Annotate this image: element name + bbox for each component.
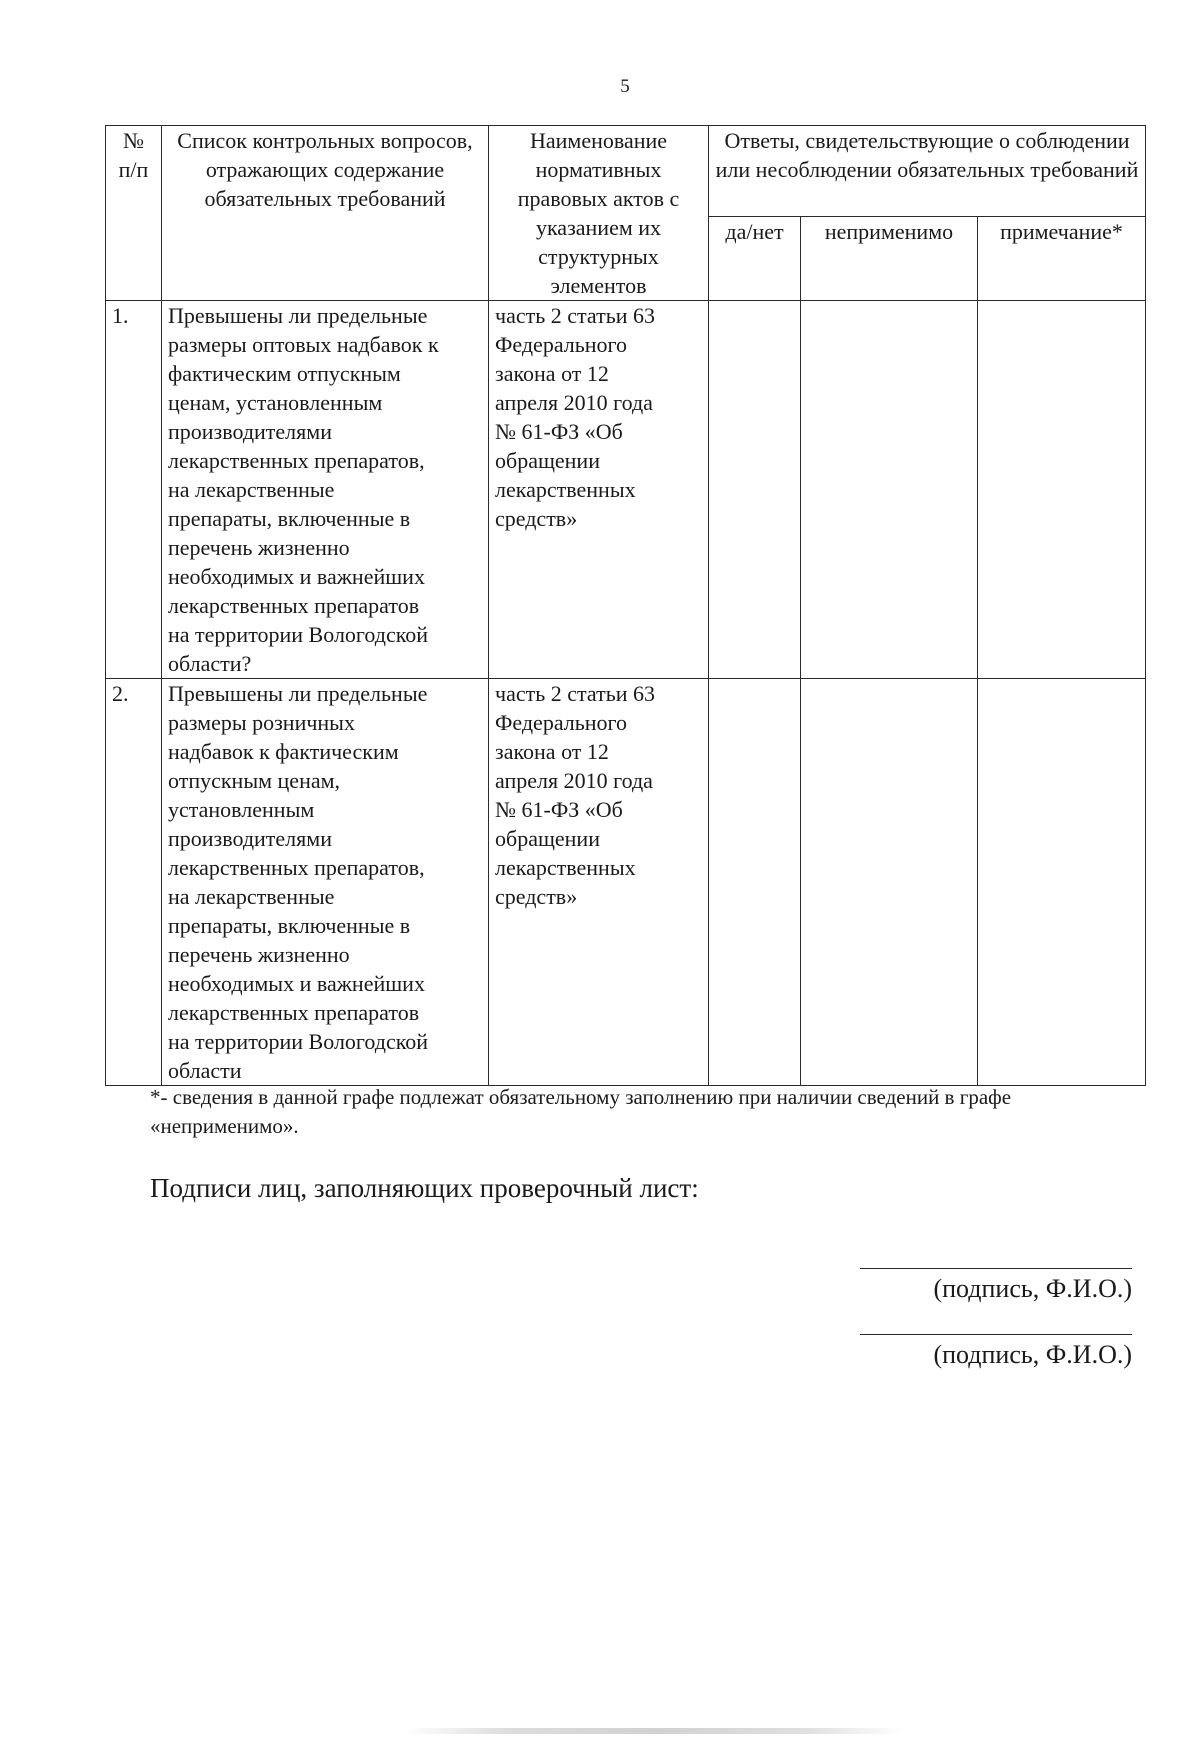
scan-edge-artifact [405, 1728, 905, 1734]
signature-line [860, 1334, 1132, 1335]
header-questions: Список контрольных вопросов, отражающих содержание обязательных требований [162, 126, 489, 301]
row-note-cell [978, 301, 1146, 679]
row-note-cell [978, 679, 1146, 1086]
page-number: 5 [620, 76, 630, 97]
table-row [106, 679, 1146, 1086]
row-question: Превышены ли предельные размеры оптовых надбавок к фактическим отпускным ценам, установленным производителями лекарственных препаратов, на лекарственные препараты, включенные в перечень жизненно необходимых и важнейших лекарственных препаратов на территории Вологодской области? [162, 301, 489, 679]
signatures-title: Подписи лиц, заполняющих проверочный лист: [150, 1173, 699, 1203]
footnote: *- сведения в данной графе подлежат обязательному заполнению при наличии сведений в графе «неприменимо». [150, 1085, 1012, 1138]
row-not-applicable-cell [801, 301, 978, 679]
signature-line [860, 1268, 1132, 1269]
table-row [106, 301, 1146, 679]
row-yes-no-cell [709, 679, 801, 1086]
row-yes-no-cell [709, 301, 801, 679]
row-number: 2. [106, 679, 162, 1086]
header-yes-no: да/нет [709, 216, 801, 300]
signature-caption: (подпись, Ф.И.О.) [933, 1340, 1132, 1369]
row-number: 1. [106, 301, 162, 679]
signature-caption: (подпись, Ф.И.О.) [933, 1274, 1132, 1303]
header-number: № п/п [106, 126, 162, 301]
checklist-table [105, 125, 1146, 1086]
row-question: Превышены ли предельные размеры розничных надбавок к фактическим отпускным ценам, установленным производителями лекарственных препаратов, на лекарственные препараты, включенные в перечень жизненно необходимых и важнейших лекарственных препаратов на территории Вологодской области [162, 679, 489, 1086]
header-note: примечание* [978, 216, 1146, 300]
row-legal-act: часть 2 статьи 63 Федерального закона от 12 апреля 2010 года № 61-ФЗ «Об обращении лекарственных средств» [489, 679, 709, 1086]
row-legal-act: часть 2 статьи 63 Федерального закона от 12 апреля 2010 года № 61-ФЗ «Об обращении лекарственных средств» [489, 301, 709, 679]
row-not-applicable-cell [801, 679, 978, 1086]
header-not-applicable: неприменимо [801, 216, 978, 300]
header-legal-acts: Наименование нормативных правовых актов с указанием их структурных элементов [489, 126, 709, 301]
header-answers: Ответы, свидетельствующие о соблюдении или несоблюдении обязательных требований [709, 126, 1146, 217]
